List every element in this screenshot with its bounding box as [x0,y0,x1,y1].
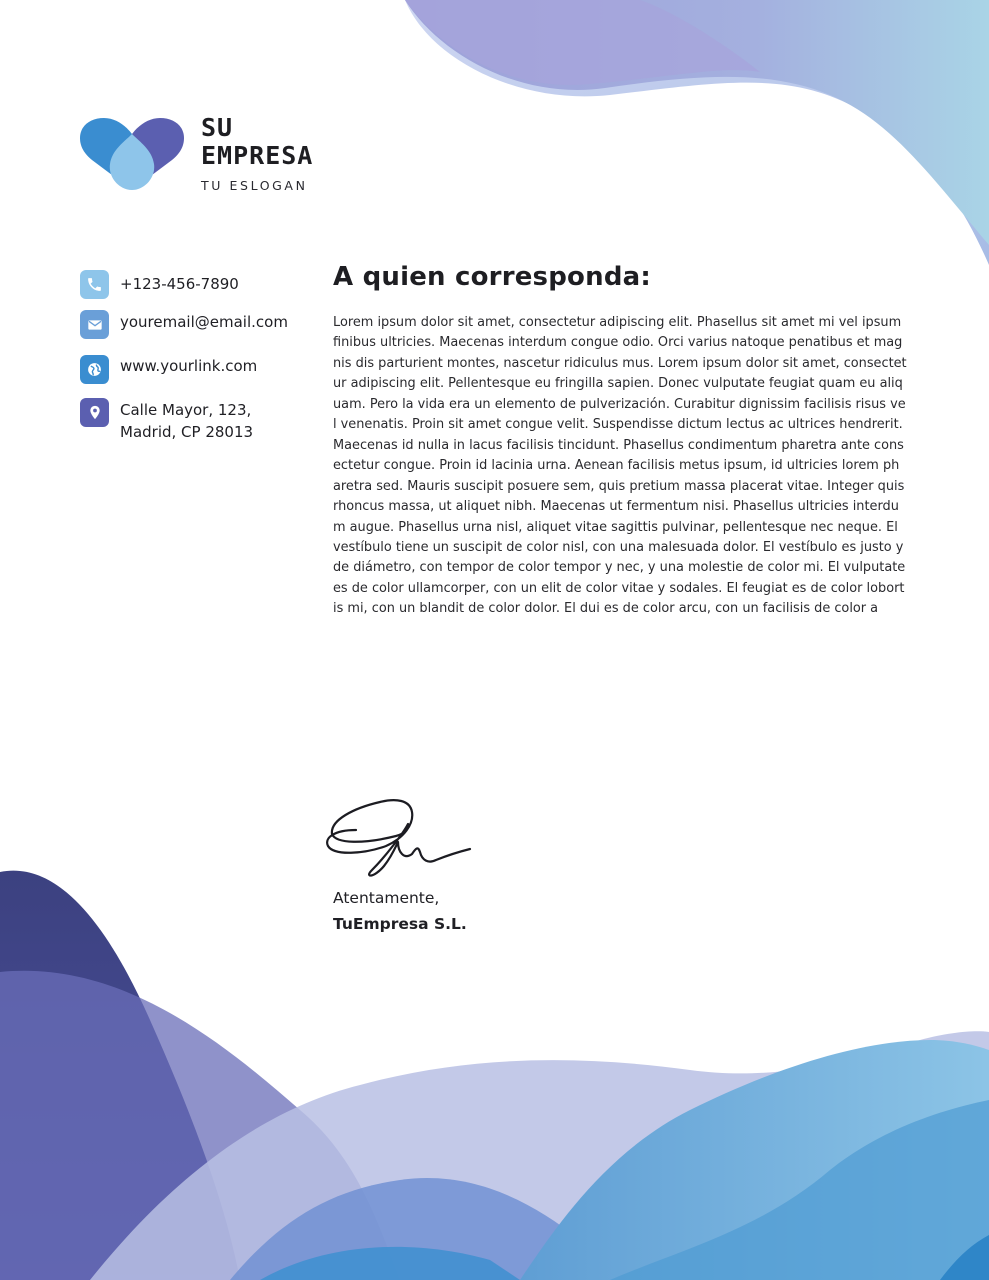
brand-block [201,114,313,193]
phone-icon [80,270,109,299]
company-name: SU EMPRESA [201,113,314,170]
letter-body-container [333,313,907,646]
email-address[interactable]: youremail@email.com [120,313,288,331]
closing-phrase: Atentamente, [333,889,440,907]
map-pin-icon [80,398,109,427]
envelope-icon [80,310,109,339]
website-link[interactable]: www.yourlink.com [120,357,258,375]
contact-email [80,310,288,339]
contact-address [80,398,253,443]
contact-phone [80,270,239,299]
globe-icon [80,355,109,384]
letter-body: Lorem ipsum dolor sit amet, consectetur adipiscing elit. Phasellus sit amet mi vel ipsum finibus ultricies. Maecenas interdum congue odio. Orci varius natoque penatibus et magnis dis parturient montes, nascetur ridiculus mus. Lorem ipsum dolor sit amet, consectetur adipiscing elit. Pellentesque eu fringilla sapien. Donec vulputate feugiat quam eu aliquam. Pero la vida era un elemento de pulverización. Curabitur dignissim facilisis risus vel venenatis. Proin sit amet congue velit. Suspendisse dictum lectus ac ultrices hendrerit. Maecenas id nulla in lacus facilisis tincidunt. Phasellus condimentum pharetra ante consectetur congue. Proin id lacinia urna. Aenean facilisis metus ipsum, id ultricies lorem pharetra sed. Mauris suscipit posuere sem, quis pretium massa placerat vitae. Integer quis rhoncus massa, ut aliquet nibh. Maecenas ut fermentum nisi. Phasellus ultricies interdum augue. Phasellus urna nisl, aliquet vitae sagittis pulvinar, pellentesque nec neque. El vestíbulo tiene un suscipit de color nisl, con una malesuada dolor. El vestíbulo es justo y de diámetro, con tempor de color tempor y nec, y una molestie de color mi. El vulputate es de color ullamcorper, con un elit de color vitae y sodales. El feugiat es de color lobortis mi, con un blandit de color dolor. El dui es de color arcu, con un facilisis de color a [333,315,907,617]
phone-number[interactable]: +123-456-7890 [120,275,239,293]
handwritten-signature [324,794,476,880]
postal-address: Calle Mayor, 123, Madrid, CP 28013 [120,401,254,441]
letter-greeting: A quien corresponda: [333,262,651,292]
company-logo [80,116,184,192]
company-slogan: TU ESLOGAN [201,178,308,193]
company-signoff: TuEmpresa S.L. [333,915,467,933]
contact-website [80,355,257,384]
